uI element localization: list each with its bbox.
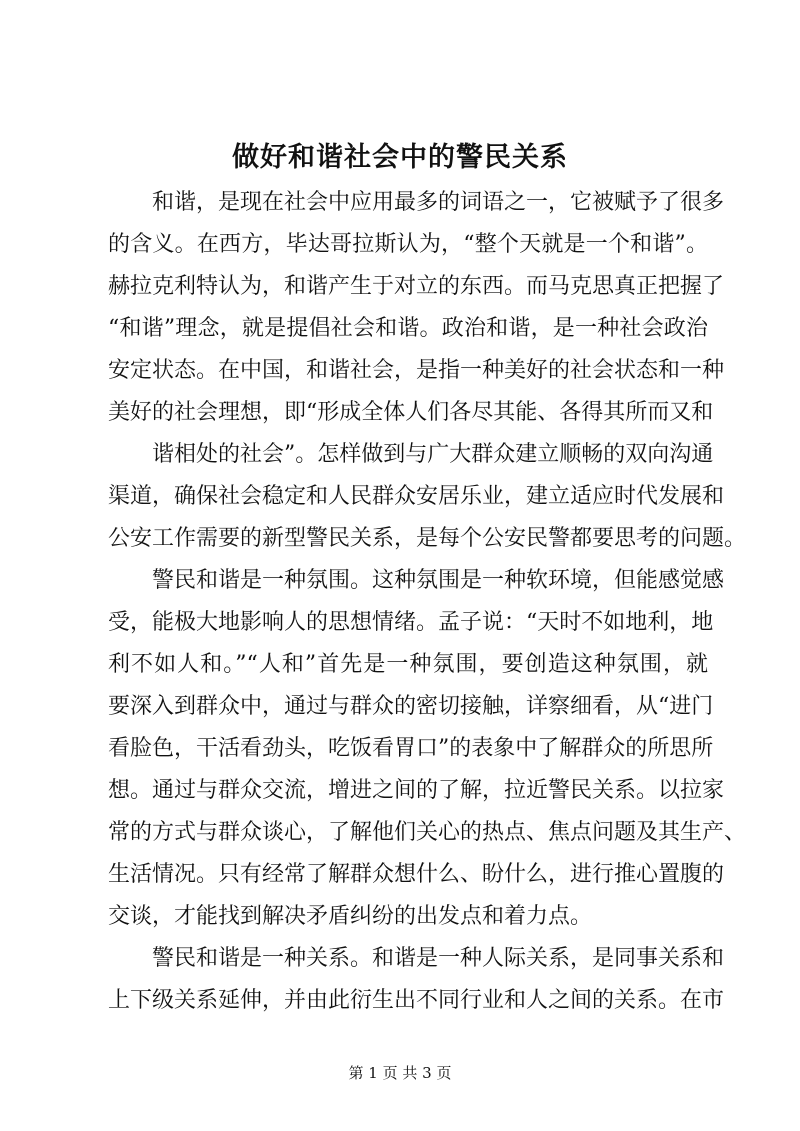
body-line: 赫拉克利特认为，和谐产生于对立的东西。而马克思真正把握了: [108, 274, 725, 299]
body-line: 要深入到群众中，通过与群众的密切接触，详察细看，从“进门: [108, 694, 714, 719]
body-line: 常的方式与群众谈心，了解他们关心的热点、焦点问题及其生产、: [108, 820, 747, 845]
body-line: 和谐，是现在社会中应用最多的词语之一，它被赋予了很多: [152, 190, 725, 215]
page-footer: 第 1 页 共 3 页: [348, 1064, 452, 1082]
body-line: “和谐”理念，就是提倡社会和谐。政治和谐，是一种社会政治: [108, 316, 708, 341]
body-line: 利不如人和。”“人和”首先是一种氛围，要创造这种氛围，就: [108, 652, 708, 677]
body-line: 安定状态。在中国，和谐社会，是指一种美好的社会状态和一种: [108, 358, 725, 383]
body-line: 公安工作需要的新型警民关系，是每个公安民警都要思考的问题。: [108, 526, 747, 551]
body-line: 看脸色，干活看劲头，吃饭看胃口”的表象中了解群众的所思所: [108, 736, 714, 761]
body-line: 警民和谐是一种氛围。这种氛围是一种软环境，但能感觉感: [152, 568, 725, 593]
body-line: 想。通过与群众交流，增进之间的了解，拉近警民关系。以拉家: [108, 778, 725, 803]
body-line: 上下级关系延伸，并由此衍生出不同行业和人之间的关系。在市: [108, 988, 725, 1013]
body-line: 渠道，确保社会稳定和人民群众安居乐业，建立适应时代发展和: [108, 484, 725, 509]
body-line: 的含义。在西方，毕达哥拉斯认为，“整个天就是一个和谐”。: [108, 232, 708, 257]
body-line: 警民和谐是一种关系。和谐是一种人际关系，是同事关系和: [152, 946, 725, 971]
document-title: 做好和谐社会中的警民关系: [232, 142, 568, 173]
body-line: 美好的社会理想，即“形成全体人们各尽其能、各得其所而又和: [108, 400, 714, 425]
body-line: 生活情况。只有经常了解群众想什么、盼什么，进行推心置腹的: [108, 862, 725, 887]
body-line: 谐相处的社会”。怎样做到与广大群众建立顺畅的双向沟通: [152, 442, 714, 467]
body-line: 受，能极大地影响人的思想情绪。孟子说：“天时不如地利，地: [108, 610, 714, 635]
body-line: 交谈，才能找到解决矛盾纠纷的出发点和着力点。: [108, 904, 593, 929]
